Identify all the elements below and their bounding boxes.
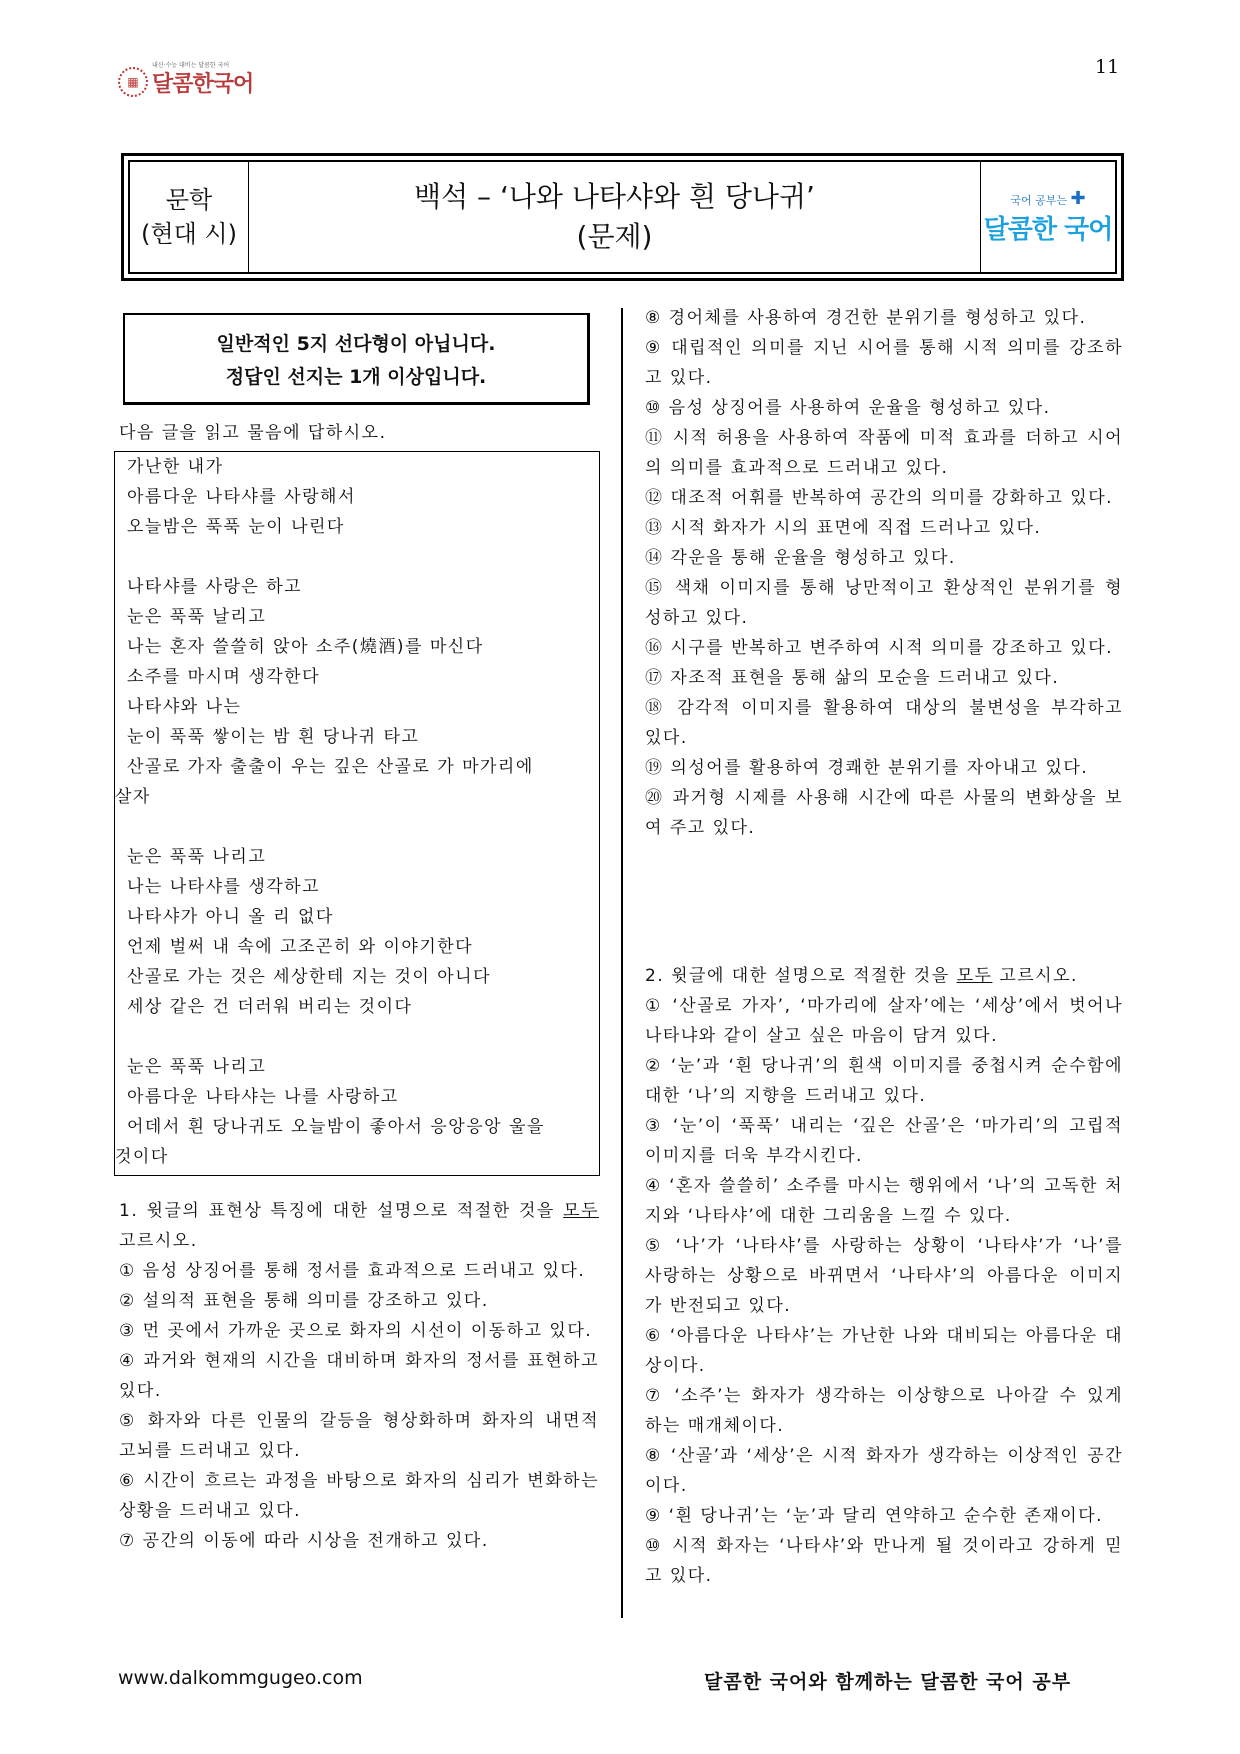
poem-line: 언제 벌써 내 속에 고조곤히 와 이야기한다	[127, 937, 474, 957]
book-seal-icon: ▦	[118, 67, 148, 97]
poem-line: 나타샤가 아니 올 리 없다	[127, 907, 334, 927]
poem-line	[115, 812, 599, 842]
answer-option: ⑨ ‘흰 당나귀’는 ‘눈’과 달리 연약하고 순수한 존재이다.	[645, 1506, 1104, 1526]
brand-small-text: 국어 공부는	[1010, 194, 1068, 207]
poem-line: 눈은 푹푹 나리고	[127, 847, 267, 867]
answer-option: ⑲ 의성어를 활용하여 경쾌한 분위기를 자아내고 있다.	[645, 758, 1089, 778]
stem-text-end: 고르시오.	[119, 1201, 606, 1251]
poem-line: 살자	[115, 787, 151, 807]
answer-option: ⑩ 음성 상징어를 사용하여 운율을 형성하고 있다.	[645, 398, 1051, 418]
poem-line: 아름다운 나타샤를 사랑해서	[127, 487, 356, 507]
notice-line2: 정답인 선지는 1개 이상입니다.	[225, 366, 487, 388]
question-1-stem	[119, 1196, 606, 1256]
answer-option: ③ 먼 곳에서 가까운 곳으로 화자의 시선이 이동하고 있다.	[119, 1321, 593, 1341]
poem-line: 세상 같은 건 더러워 버리는 것이다	[127, 997, 413, 1017]
answer-option: ⑰ 자조적 표현을 통해 삶의 모순을 드러내고 있다.	[645, 668, 1060, 688]
logo-tagline: 내신·수능 대비는 달콤한 국어	[152, 62, 230, 69]
poem-line	[115, 1022, 599, 1052]
poem-line: 어데서 흰 당나귀도 오늘밤이 좋아서 응앙응앙 울을	[127, 1117, 545, 1137]
title-box	[121, 153, 1124, 281]
question-1	[119, 1196, 606, 1556]
question-2	[645, 961, 1130, 1591]
poem-line	[115, 542, 599, 572]
question-1-options-continued	[645, 303, 1130, 843]
poem-line: 산골로 가는 것은 세상한테 지는 것이 아니다	[127, 967, 492, 987]
answer-option: ② 설의적 표현을 통해 의미를 강조하고 있다.	[119, 1291, 489, 1311]
stem-text: 1. 윗글의 표현상 특징에 대한 설명으로 적절한 것을	[119, 1201, 555, 1221]
poem-line: 눈은 푹푹 날리고	[127, 607, 267, 627]
answer-option: ⑨ 대립적인 의미를 지닌 시어를 통해 시적 의미를 강조하고 있다.	[645, 338, 1123, 388]
poem-line: 나는 나타샤를 생각하고	[127, 877, 321, 897]
stem-underline: 모두	[563, 1201, 599, 1221]
poem-line: 오늘밤은 푹푹 눈이 나린다	[127, 517, 345, 537]
poem-line: 눈이 푹푹 쌓이는 밤 흰 당나귀 타고	[127, 727, 420, 747]
stem-text: 2. 윗글에 대한 설명으로 적절한 것을	[645, 966, 957, 986]
poem-line: 것이다	[115, 1147, 169, 1167]
answer-option: ① ‘산골로 가자’, ‘마가리에 살자’에는 ‘세상’에서 벗어나 나타냐와 같이 살고 싶은 마음이 담겨 있다.	[645, 996, 1130, 1046]
poem-line: 아름다운 나타샤는 나를 사랑하고	[127, 1087, 399, 1107]
poem-line: 눈은 푹푹 나리고	[127, 1057, 267, 1077]
answer-option: ⑧ ‘산골’과 ‘세상’은 시적 화자가 생각하는 이상적인 공간이다.	[645, 1446, 1123, 1496]
answer-option: ⑮ 색채 이미지를 통해 낭만적이고 환상적인 분위기를 형성하고 있다.	[645, 578, 1123, 628]
title-cell	[249, 162, 981, 272]
answer-option: ⑧ 경어체를 사용하여 경건한 분위기를 형성하고 있다.	[645, 308, 1087, 328]
answer-option: ② ‘눈’과 ‘흰 당나귀’의 흰색 이미지를 중첩시켜 순수함에 대한 ‘나’의 지향을 드러내고 있다.	[645, 1056, 1130, 1106]
answer-option: ⑤ ‘나’가 ‘나타샤’를 사랑하는 상황이 ‘나타샤’가 ‘나’를 사랑하는 상황으로 바뀌면서 ‘나타샤’의 아름다운 이미지가 반전되고 있다.	[645, 1236, 1130, 1316]
brand-big-text: 달콤한 국어	[983, 215, 1113, 245]
answer-option: ③ ‘눈’이 ‘푹푹’ 내리는 ‘깊은 산골’은 ‘마가리’의 고립적 이미지를 더욱 부각시킨다.	[645, 1116, 1130, 1166]
plus-icon: ✚	[1070, 188, 1086, 209]
answer-option: ⑦ 공간의 이동에 따라 시상을 전개하고 있다.	[119, 1531, 489, 1551]
poem-box	[114, 451, 600, 1176]
column-divider	[621, 308, 623, 1618]
notice-line1: 일반적인 5지 선다형이 아닙니다.	[216, 333, 496, 355]
answer-option: ⑭ 각운을 통해 운율을 형성하고 있다.	[645, 548, 956, 568]
brand-logo	[981, 162, 1115, 272]
poem-line: 소주를 마시며 생각한다	[127, 667, 321, 687]
answer-option: ⑥ 시간이 흐르는 과정을 바탕으로 화자의 심리가 변화하는 상황을 드러내고 있다.	[119, 1471, 606, 1521]
category-cell	[130, 162, 249, 272]
answer-option: ⑯ 시구를 반복하고 변주하여 시적 의미를 강조하고 있다.	[645, 638, 1114, 658]
answer-option: ⑫ 대조적 어휘를 반복하여 공간의 의미를 강화하고 있다.	[645, 488, 1114, 508]
notice-box	[123, 313, 590, 405]
answer-option: ① 음성 상징어를 통해 정서를 효과적으로 드러내고 있다.	[119, 1261, 586, 1281]
stem-text-end: 고르시오.	[992, 966, 1078, 986]
footer-website[interactable]: www.dalkommgugeo.com	[118, 1667, 363, 1689]
answer-option: ⑥ ‘아름다운 나타샤’는 가난한 나와 대비되는 아름다운 대상이다.	[645, 1326, 1123, 1376]
logo	[118, 64, 253, 100]
answer-option: ⑩ 시적 화자는 ‘나타샤’와 만나게 될 것이라고 강하게 믿고 있다.	[645, 1536, 1123, 1586]
answer-option: ④ 과거와 현재의 시간을 대비하며 화자의 정서를 표현하고 있다.	[119, 1351, 606, 1401]
poem-line: 나는 혼자 쓸쓸히 앉아 소주(燒酒)를 마신다	[127, 637, 484, 657]
answer-option: ⑱ 감각적 이미지를 활용하여 대상의 불변성을 부각하고 있다.	[645, 698, 1130, 748]
category-line1: 문학	[165, 186, 213, 214]
page-subtitle: (문제)	[576, 220, 653, 253]
instruction: 다음 글을 읽고 물음에 답하시오.	[119, 423, 387, 443]
footer-slogan: 달콤한 국어와 함께하는 달콤한 국어 공부	[704, 1671, 1072, 1693]
poem-line: 가난한 내가	[127, 457, 224, 477]
logo-text: 달콤한국어	[152, 71, 254, 97]
answer-option: ⑦ ‘소주’는 화자가 생각하는 이상향으로 나아갈 수 있게 하는 매개체이다.	[645, 1386, 1130, 1436]
poem-line: 나타샤와 나는	[127, 697, 242, 717]
answer-option: ④ ‘혼자 쓸쓸히’ 소주를 마시는 행위에서 ‘나’의 고독한 처지와 ‘나타샤’에 대한 그리움을 느낄 수 있다.	[645, 1176, 1123, 1226]
answer-option: ⑬ 시적 화자가 시의 표면에 직접 드러나고 있다.	[645, 518, 1042, 538]
poem-line: 나타샤를 사랑은 하고	[127, 577, 303, 597]
page-number: 11	[1095, 56, 1120, 78]
answer-option: ⑤ 화자와 다른 인물의 갈등을 형상화하며 화자의 내면적 고뇌를 드러내고 있다.	[119, 1411, 606, 1461]
page-title: 백석 – ‘나와 나타샤와 흰 당나귀’	[414, 180, 815, 213]
poem-line: 산골로 가자 출출이 우는 깊은 산골로 가 마가리에	[127, 757, 534, 777]
answer-option: ⑪ 시적 허용을 사용하여 작품에 미적 효과를 더하고 시어의 의미를 효과적으로 드러내고 있다.	[645, 428, 1123, 478]
stem-underline: 모두	[956, 966, 993, 986]
category-line2: (현대 시)	[141, 220, 237, 248]
question-2-stem	[645, 961, 1123, 991]
answer-option: ⑳ 과거형 시제를 사용해 시간에 따른 사물의 변화상을 보여 주고 있다.	[645, 788, 1123, 838]
